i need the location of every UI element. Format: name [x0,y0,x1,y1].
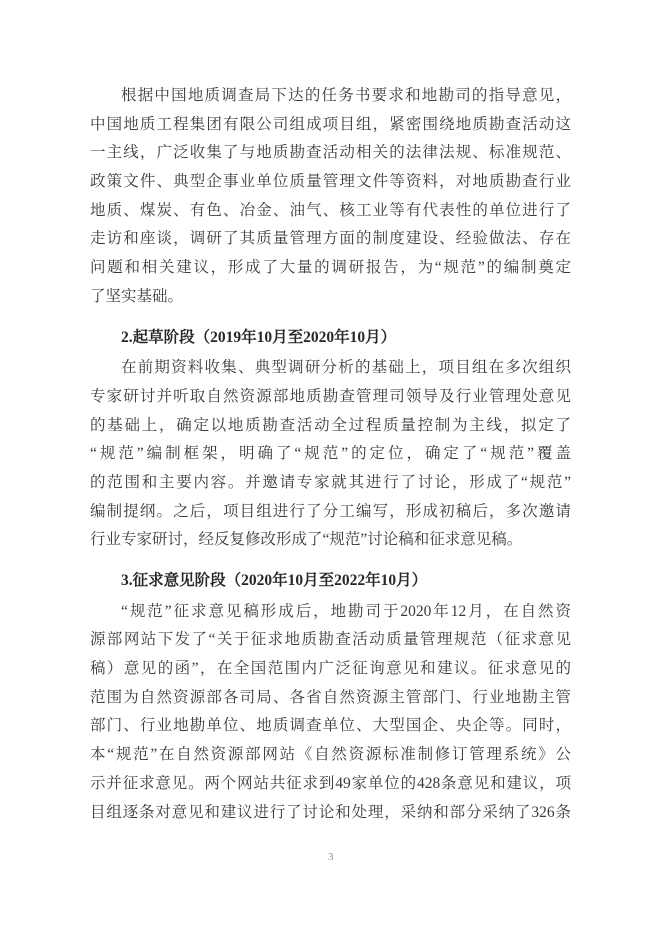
text-line: 编制提纲。之后，项目组进行了分工编写，形成初稿后，多次邀请 [90,502,571,520]
section-heading: 3.征求意见阶段（2020年10月至2022年10月） [121,572,428,589]
text-line: 源部网站下发了“关于征求地质勘查活动质量管理规范（征求意见 [90,631,571,649]
text-line: 政策文件、典型企事业单位质量管理文件等资料，对地质勘查行业 [90,173,571,191]
text-line: 示并征求意见。两个网站共征求到49家单位的428条意见和建议，项 [90,774,571,792]
text-line: 目组逐条对意见和建议进行了讨论和处理，采纳和部分采纳了326条 [90,803,571,821]
text-line: 中国地质工程集团有限公司组成项目组，紧密围绕地质勘查活动这 [90,115,571,133]
text-line: 本“规范”在自然资源部网站《自然资源标准制修订管理系统》公 [90,746,571,764]
text-line: 专家研讨并听取自然资源部地质勘查管理司领导及行业管理处意见 [90,387,571,405]
text-line: 的范围和主要内容。并邀请专家就其进行了讨论，形成了“规范” [90,473,571,491]
text-line: 部门、行业地勘单位、地质调查单位、大型国企、央企等。同时， [90,717,571,735]
text-line: 的基础上，确定以地质勘查活动全过程质量控制为主线，拟定了 [90,416,571,434]
paragraph [90,598,571,828]
page-number: 3 [328,851,334,863]
text-line: 问题和相关建议，形成了大量的调研报告，为“规范”的编制奠定 [90,259,571,277]
text-line: 了坚实基础。 [90,287,184,305]
paragraph [90,354,571,555]
text-line: “规范”编制框架，明确了“规范”的定位，确定了“规范”覆盖 [90,445,571,463]
text-line: 行业专家研讨，经反复修改形成了“规范”讨论稿和征求意见稿。 [90,531,523,549]
text-line: “规范”征求意见稿形成后，地勘司于2020年12月，在自然资 [121,602,571,620]
section-heading: 2.起草阶段（2019年10月至2020年10月） [121,328,397,346]
text-line: 在前期资料收集、典型调研分析的基础上，项目组在多次组织 [121,359,571,377]
text-line: 范围为自然资源部各司局、各省自然资源主管部门、行业地勘主管 [90,688,571,706]
text-line: 一主线，广泛收集了与地质勘查活动相关的法律法规、标准规范、 [90,144,571,162]
paragraph [90,82,571,312]
text-line: 稿）意见的函”，在全国范围内广泛征询意见和建议。征求意见的 [90,660,571,678]
text-line: 根据中国地质调查局下达的任务书要求和地勘司的指导意见， [121,87,571,104]
text-line: 地质、煤炭、有色、冶金、油气、核工业等有代表性的单位进行了 [90,201,571,219]
document-body [90,82,571,827]
text-line: 走访和座谈，调研了其质量管理方面的制度建设、经验做法、存在 [90,230,571,248]
